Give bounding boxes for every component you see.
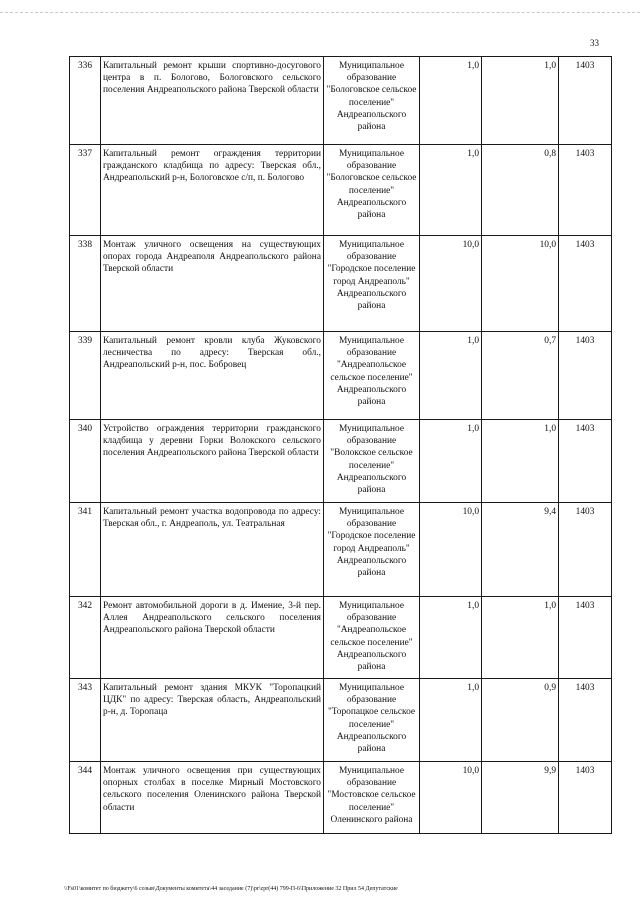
amount-planned: 10,0 — [420, 762, 482, 834]
row-number: 341 — [70, 503, 101, 597]
budget-code: 1403 — [559, 597, 612, 679]
amount-planned: 1,0 — [420, 145, 482, 236]
object-registry-table — [69, 56, 612, 834]
municipality: Муниципальное образование "Бологовское сельское поселение" Андреапольского района — [324, 57, 420, 145]
object-description: Монтаж уличного освещения при существующих опорных столбах в поселке Мирный Мостовского сельского поселения Оленинского района Тверской области — [101, 762, 324, 834]
municipality: Муниципальное образование "Бологовское сельское поселение" Андреапольского района — [324, 145, 420, 236]
table-row — [70, 420, 612, 503]
amount-planned: 1,0 — [420, 597, 482, 679]
municipality: Муниципальное образование "Андреапольское сельское поселение" Андреапольского района — [324, 332, 420, 420]
object-description: Капитальный ремонт крыши спортивно-досугового центра в п. Бологово, Бологовского сельского поселения Андреапольского района Тверской области — [101, 57, 324, 145]
row-number: 337 — [70, 145, 101, 236]
table-row — [70, 332, 612, 420]
budget-code: 1403 — [559, 503, 612, 597]
amount-planned: 1,0 — [420, 57, 482, 145]
amount-actual: 1,0 — [482, 597, 559, 679]
amount-planned: 10,0 — [420, 503, 482, 597]
row-number: 340 — [70, 420, 101, 503]
amount-actual: 0,9 — [482, 679, 559, 762]
municipality: Муниципальное образование "Торопацкое сельское поселение" Андреапольского района — [324, 679, 420, 762]
scan-edge-line — [0, 12, 640, 13]
object-description: Капитальный ремонт ограждения территории гражданского кладбища по адресу: Тверская обл., Андреапольский р-н, Бологовское с/п, п. Бологово — [101, 145, 324, 236]
budget-code: 1403 — [559, 679, 612, 762]
municipality: Муниципальное образование "Андреапольское сельское поселение" Андреапольского района — [324, 597, 420, 679]
budget-code: 1403 — [559, 236, 612, 332]
amount-actual: 0,7 — [482, 332, 559, 420]
row-number: 336 — [70, 57, 101, 145]
page-number: 33 — [590, 38, 599, 48]
amount-actual: 10,0 — [482, 236, 559, 332]
municipality: Муниципальное образование "Городское поселение город Андреаполь" Андреапольского района — [324, 236, 420, 332]
table-row — [70, 679, 612, 762]
municipality: Муниципальное образование "Городское поселение город Андреаполь" Андреапольского района — [324, 503, 420, 597]
amount-planned: 10,0 — [420, 236, 482, 332]
object-description: Монтаж уличного освещения на существующих опорах города Андреаполя Андреапольского района Тверской области — [101, 236, 324, 332]
table-row — [70, 597, 612, 679]
municipality: Муниципальное образование "Мостовское сельское поселение" Оленинского района — [324, 762, 420, 834]
budget-code: 1403 — [559, 762, 612, 834]
amount-actual: 1,0 — [482, 420, 559, 503]
amount-actual: 9,9 — [482, 762, 559, 834]
table-row — [70, 145, 612, 236]
amount-planned: 1,0 — [420, 420, 482, 503]
amount-planned: 1,0 — [420, 679, 482, 762]
row-number: 343 — [70, 679, 101, 762]
object-description: Устройство ограждения территории гражданского кладбища у деревни Горки Волокского сельского поселения Андреапольского района Тверской области — [101, 420, 324, 503]
amount-planned: 1,0 — [420, 332, 482, 420]
object-description: Капитальный ремонт кровли клуба Жуковского лесничества по адресу: Тверская обл., Андреапольский р-н, пос. Бобровец — [101, 332, 324, 420]
row-number: 344 — [70, 762, 101, 834]
object-description: Ремонт автомобильной дороги в д. Имение, 3-й пер. Аллея Андреапольского сельского поселения Андреапольского района Тверской области — [101, 597, 324, 679]
row-number: 339 — [70, 332, 101, 420]
amount-actual: 0,8 — [482, 145, 559, 236]
row-number: 342 — [70, 597, 101, 679]
table-row — [70, 236, 612, 332]
file-path-footer: \\Fs01\комитет по бюджету\6 созыв\Документы комитета\44 заседание (7)\pr\zpr(44) 799-П-6\Приложение 32 Прил 54 Депутатские — [64, 886, 398, 892]
municipality: Муниципальное образование "Волокское сельское поселение" Андреапольского района — [324, 420, 420, 503]
budget-code: 1403 — [559, 332, 612, 420]
row-number: 338 — [70, 236, 101, 332]
amount-actual: 9,4 — [482, 503, 559, 597]
table-row — [70, 762, 612, 834]
table-row — [70, 57, 612, 145]
amount-actual: 1,0 — [482, 57, 559, 145]
table-row — [70, 503, 612, 597]
budget-code: 1403 — [559, 145, 612, 236]
object-description: Капитальный ремонт здания МКУК "Торопацкий ЦДК" по адресу: Тверская область, Андреапольский р-н, д. Торопаца — [101, 679, 324, 762]
budget-code: 1403 — [559, 57, 612, 145]
object-description: Капитальный ремонт участка водопровода по адресу: Тверская обл., г. Андреаполь, ул. Театральная — [101, 503, 324, 597]
budget-code: 1403 — [559, 420, 612, 503]
